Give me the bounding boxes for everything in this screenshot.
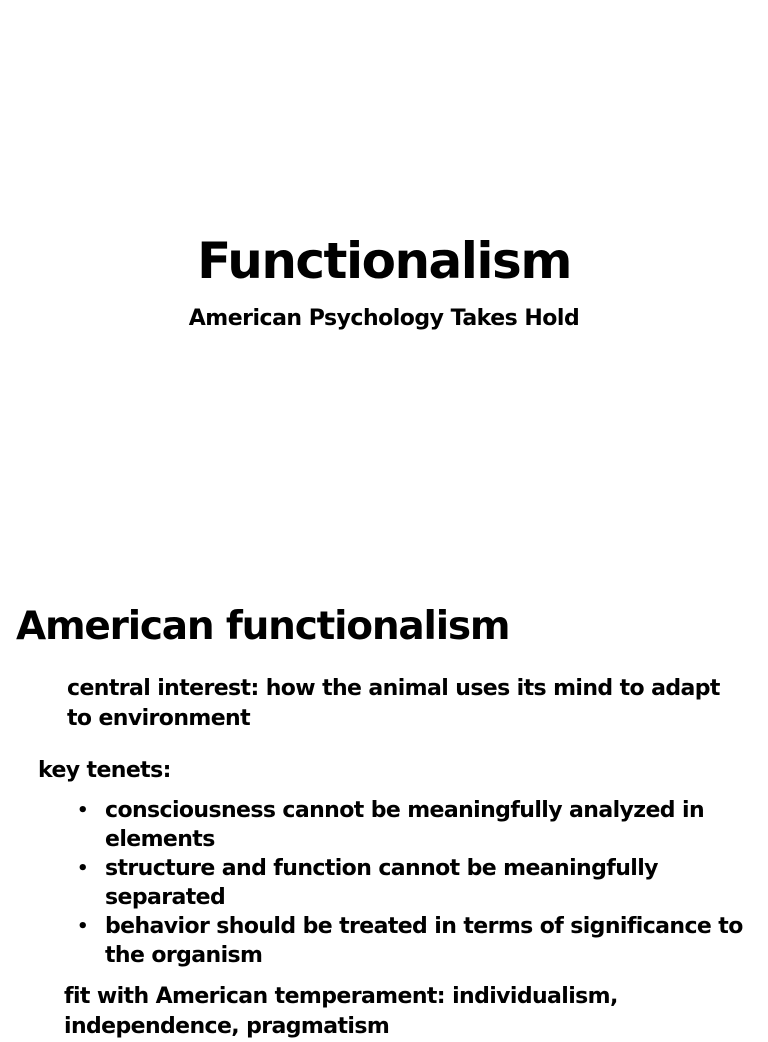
tenets-list [75,796,755,970]
list-item [75,854,755,912]
tenet-text: consciousness cannot be meaningfully analyzed in elements [105,798,705,852]
tenet-text: structure and function cannot be meaningfully separated [105,856,658,910]
tenet-text: behavior should be treated in terms of significance to the organism [105,914,743,968]
fit-text: fit with American temperament: individualism, independence, pragmatism [64,984,618,1039]
key-tenets-label: key tenets: [38,758,171,783]
slide-subtitle: American Psychology Takes Hold [188,306,580,331]
central-interest-text: central interest: how the animal uses its mind to adapt to environment [67,676,720,731]
bullet-icon: • [77,858,88,879]
list-item [75,796,755,854]
bullet-icon: • [77,916,88,937]
bullet-icon: • [77,800,88,821]
slide-title: Functionalism [197,232,571,290]
slide-heading: American functionalism [16,604,510,649]
content-slide [0,560,768,1039]
list-item [75,912,755,970]
